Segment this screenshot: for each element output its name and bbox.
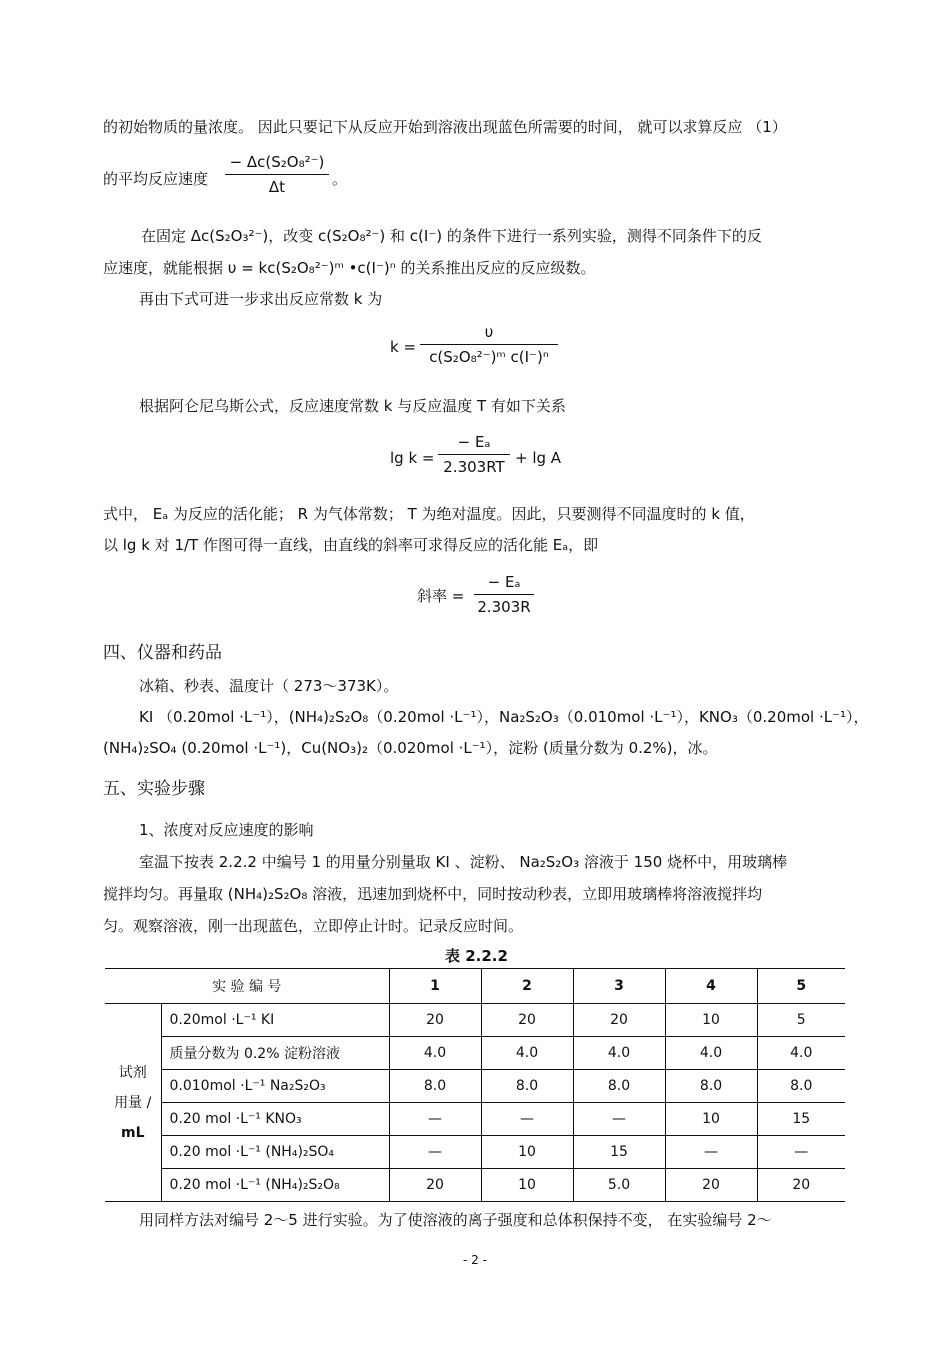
table-cell: 10 — [481, 1136, 573, 1169]
page-number: - 2 - — [463, 1253, 487, 1267]
fraction-numerator: − Eₐ — [487, 573, 521, 591]
table-cell: 5 — [757, 1004, 845, 1037]
fraction-denominator: 2.303R — [477, 598, 531, 616]
row-label: 质量分数为 0.2% 淀粉溶液 — [161, 1037, 389, 1070]
table-cell: 10 — [665, 1103, 757, 1136]
table-cell: 8.0 — [665, 1070, 757, 1103]
table-header-label: 实 验 编 号 — [105, 969, 389, 1004]
equation-lhs: 斜率 = — [417, 587, 465, 605]
table-cell: 4.0 — [757, 1037, 845, 1070]
table-cell: 10 — [481, 1169, 573, 1202]
reagent-group-label — [105, 1004, 161, 1202]
table-cell: 4.0 — [573, 1037, 665, 1070]
paragraph-line: 式中， Eₐ 为反应的活化能； R 为气体常数； T 为绝对温度。因此，只要测得不同温度时的 k 值， — [103, 505, 755, 523]
table-cell: 20 — [389, 1169, 481, 1202]
fraction-denominator: Δt — [268, 178, 286, 196]
table-cell: 20 — [665, 1169, 757, 1202]
paragraph-line: 在固定 Δc(S₂O₃²⁻)，改变 c(S₂O₈²⁻) 和 c(I⁻) 的条件下进行一系列实验，测得不同条件下的反 — [141, 227, 762, 245]
table-cell: 20 — [481, 1004, 573, 1037]
table-cell: 4.0 — [665, 1037, 757, 1070]
sentence-end: 。 — [332, 170, 348, 188]
arrhenius-fraction — [438, 432, 510, 477]
table-cell: — — [573, 1103, 665, 1136]
row-label: 0.010mol ·L⁻¹ Na₂S₂O₃ — [161, 1070, 389, 1103]
table-row — [105, 1070, 845, 1103]
table-cell: — — [389, 1136, 481, 1169]
row-label: 0.20 mol ·L⁻¹ (NH₄)₂S₂O₈ — [161, 1169, 389, 1202]
group-label-line: mL — [120, 1124, 145, 1141]
group-label-line: 试剂 — [118, 1064, 147, 1081]
table-cell: 5.0 — [573, 1169, 665, 1202]
table-cell: 4.0 — [481, 1037, 573, 1070]
column-header: 1 — [389, 969, 481, 1004]
section-heading: 四、仪器和药品 — [103, 643, 222, 663]
group-label-line: 用量 / — [114, 1094, 152, 1111]
table-row — [105, 1103, 845, 1136]
rate-fraction — [225, 152, 329, 197]
paragraph-line: 再由下式可进一步求出反应常数 k 为 — [139, 290, 383, 308]
subsection-heading: 1、浓度对反应速度的影响 — [139, 821, 314, 839]
row-label: 0.20mol ·L⁻¹ KI — [161, 1004, 389, 1037]
column-header: 3 — [573, 969, 665, 1004]
paragraph-line: 应速度，就能根据 υ = kc(S₂O₈²⁻)ᵐ •c(I⁻)ⁿ 的关系推出反应的反应级数。 — [103, 259, 596, 277]
fraction-bar — [225, 174, 329, 175]
table-cell: — — [389, 1103, 481, 1136]
row-label: 0.20 mol ·L⁻¹ KNO₃ — [161, 1103, 389, 1136]
fraction-bar — [438, 454, 510, 455]
paragraph-line: 匀。观察溶液，刚一出现蓝色，立即停止计时。记录反应时间。 — [103, 917, 524, 935]
table-cell: 20 — [757, 1169, 845, 1202]
table-row — [105, 1004, 845, 1037]
equation-rhs: + lg A — [515, 449, 562, 467]
table-cell: 8.0 — [481, 1070, 573, 1103]
table-cell: 4.0 — [389, 1037, 481, 1070]
table-cell: 15 — [757, 1103, 845, 1136]
fraction-bar — [420, 344, 558, 345]
paragraph-line: 用同样方法对编号 2～5 进行实验。为了使溶液的离子强度和总体积保持不变， 在实验编号 2～ — [139, 1211, 772, 1229]
fraction-numerator: − Eₐ — [457, 433, 491, 451]
table-row — [105, 1136, 845, 1169]
table-caption: 表 2.2.2 — [445, 947, 508, 965]
fraction-denominator: c(S₂O₈²⁻)ᵐ c(I⁻)ⁿ — [429, 348, 549, 366]
paragraph-line: 根据阿仑尼乌斯公式，反应速度常数 k 与反应温度 T 有如下关系 — [139, 397, 566, 415]
table-cell: 8.0 — [757, 1070, 845, 1103]
fraction-denominator: 2.303RT — [443, 458, 505, 476]
paragraph-line: 的初始物质的量浓度。 因此只要记下从反应开始到溶液出现蓝色所需要的时间， 就可以求算反应 （1） — [103, 118, 787, 136]
column-header: 2 — [481, 969, 573, 1004]
paragraph-line: KI （0.20mol ·L⁻¹），(NH₄)₂S₂O₈（0.20mol ·L⁻¹），Na₂S₂O₃（0.010mol ·L⁻¹），KNO₃（0.20mol ·L⁻¹）， — [139, 708, 869, 726]
fraction-numerator: υ — [484, 323, 494, 341]
table-cell: 20 — [573, 1004, 665, 1037]
table-cell: — — [757, 1136, 845, 1169]
table-cell: 10 — [665, 1004, 757, 1037]
slope-fraction — [474, 572, 534, 617]
fraction-numerator: − Δc(S₂O₈²⁻) — [229, 153, 325, 171]
paragraph-line: 室温下按表 2.2.2 中编号 1 的用量分别量取 KI 、淀粉、 Na₂S₂O₃ 溶液于 150 烧杯中，用玻璃棒 — [139, 853, 788, 871]
paragraph-line: 冰箱、秒表、温度计（ 273～373K）。 — [139, 677, 399, 695]
table-cell: 8.0 — [573, 1070, 665, 1103]
table-row — [105, 1169, 845, 1202]
table-cell: 20 — [389, 1004, 481, 1037]
paragraph-line: 的平均反应速度 — [103, 170, 209, 188]
k-fraction — [420, 322, 558, 367]
equation-lhs: lg k = — [390, 449, 435, 467]
table-row — [105, 1037, 845, 1070]
paragraph-line: 以 lg k 对 1/T 作图可得一直线，由直线的斜率可求得反应的活化能 Eₐ，即 — [103, 536, 599, 554]
reagent-table — [105, 968, 845, 1202]
paragraph-line: (NH₄)₂SO₄ (0.20mol ·L⁻¹)，Cu(NO₃)₂（0.020mol ·L⁻¹），淀粉 (质量分数为 0.2%)，冰。 — [103, 739, 718, 757]
table-header-row — [105, 969, 845, 1004]
equation-lhs: k = — [390, 338, 417, 356]
section-heading: 五、实验步骤 — [103, 779, 205, 799]
table-cell: — — [665, 1136, 757, 1169]
row-label: 0.20 mol ·L⁻¹ (NH₄)₂SO₄ — [161, 1136, 389, 1169]
fraction-bar — [474, 594, 534, 595]
column-header: 4 — [665, 969, 757, 1004]
column-header: 5 — [757, 969, 845, 1004]
table-cell: 15 — [573, 1136, 665, 1169]
paragraph-line: 搅拌均匀。再量取 (NH₄)₂S₂O₈ 溶液，迅速加到烧杯中，同时按动秒表，立即用玻璃棒将溶液搅拌均 — [103, 885, 763, 903]
table-cell: 8.0 — [389, 1070, 481, 1103]
table-cell: — — [481, 1103, 573, 1136]
